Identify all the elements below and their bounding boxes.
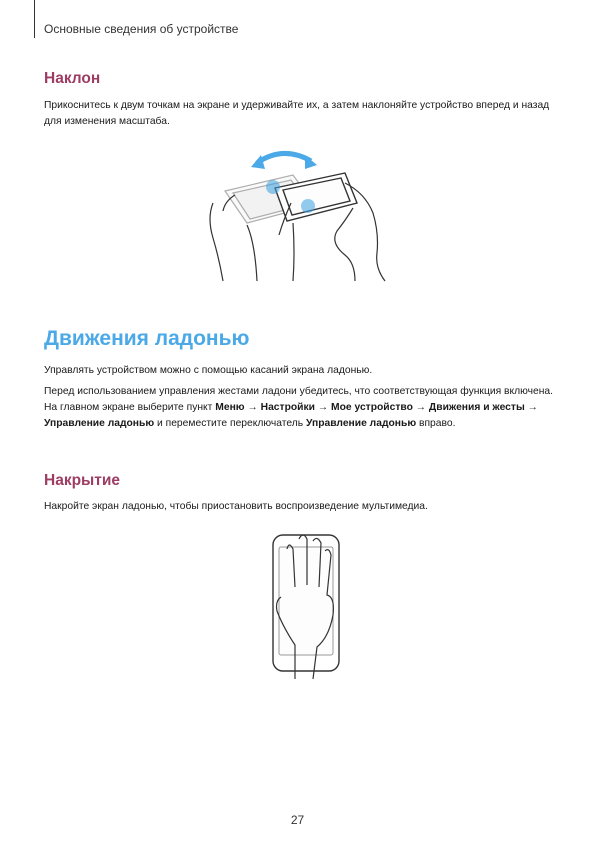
palm-instructions: Перед использованием управления жестами ладони убедитесь, что соответствующая функция включена. На главном экране выберите пункт Меню → Настройки → Мое устройство → Движения и жесты → Управление ладонью и переместите переключатель Управление ладонью вправо. xyxy=(44,386,553,429)
cover-text: Накройте экран ладонью, чтобы приостановить воспроизведение мультимедиа. xyxy=(44,501,428,512)
tilt-heading: Наклон xyxy=(44,70,101,87)
page-number: 27 xyxy=(290,813,305,827)
palm-intro: Управлять устройством можно с помощью касаний экрана ладонью. xyxy=(44,365,373,376)
tilt-text: Прикоснитесь к двум точкам на экране и удерживайте их, а затем наклоняйте устройство вперед и назад для изменения масштаба. xyxy=(44,100,550,127)
touch-point-left xyxy=(266,180,280,194)
running-header: Основные сведения об устройстве xyxy=(44,22,239,36)
cover-heading: Накрытие xyxy=(44,472,121,489)
tilt-arrow xyxy=(257,153,311,163)
tilt-illustration xyxy=(195,143,395,283)
arrow-right-head xyxy=(305,155,317,169)
header-rule xyxy=(34,0,35,38)
cover-illustration xyxy=(255,527,355,682)
palm-heading: Движения ладонью xyxy=(44,327,250,350)
touch-point-right xyxy=(301,199,315,213)
